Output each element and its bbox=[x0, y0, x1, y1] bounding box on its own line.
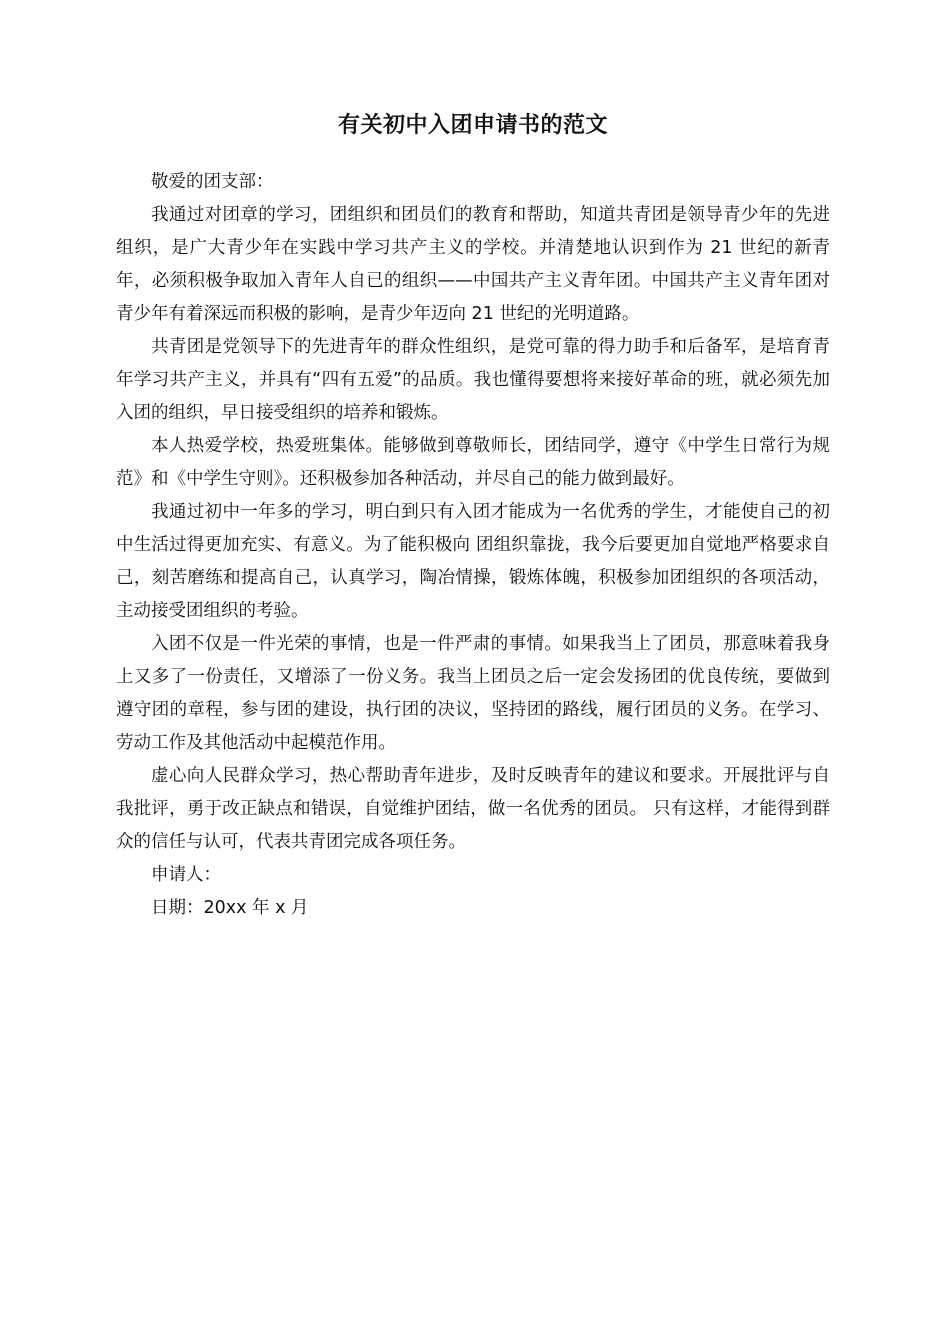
salutation: 敬爱的团支部： bbox=[151, 172, 274, 192]
paragraph-3: 本人热爱学校，热爱班集体。能够做到尊敬师长，团结同学，遵守《中学生日常行为规范》和《中学生守则》。还积极参加各种活动，并尽自己的能力做到最好。 bbox=[116, 436, 830, 489]
document-title: 有关初中入团申请书的范文 bbox=[337, 113, 608, 138]
paragraph-4: 我通过初中一年多的学习，明白到只有入团才能成为一名优秀的学生，才能使自己的初中生活过得更加充实、有意义。为了能积极向 团组织靠拢，我今后要更加自觉地严格要求自己，刻苦磨练和提高自己，认真学习，陶冶情操，锻炼体魄，积极参加团组织的各项活动，主动接受团组织的考验。 bbox=[116, 502, 830, 621]
paragraph-1: 我通过对团章的学习，团组织和团员们的教育和帮助，知道共青团是领导青少年的先进组织，是广大青少年在实践中学习共产主义的学校。并清楚地认识到作为 21 世纪的新青年，必须积极争取加入青年人自已的组织——中国共产主义青年团。中国共产主义青年团对青少年有着深远而积极的影响，是青少年迈向 21 世纪的光明道路。 bbox=[116, 205, 830, 324]
paragraph-6: 虚心向人民群众学习，热心帮助青年进步，及时反映青年的建议和要求。开展批评与自我批评，勇于改正缺点和错误，自觉维护团结，做一名优秀的团员。 只有这样，才能得到群众的信任与认可，代表共青团完成各项任务。 bbox=[116, 766, 830, 852]
paragraph-5: 入团不仅是一件光荣的事情，也是一件严肃的事情。如果我当上了团员，那意味着我身上又多了一份责任，又增添了一份义务。我当上团员之后一定会发扬团的优良传统，要做到遵守团的章程，参与团的建设，执行团的决议，坚持团的路线，履行团员的义务。在学习、劳动工作及其他活动中起模范作用。 bbox=[116, 634, 830, 753]
applicant-line: 申请人： bbox=[151, 865, 221, 885]
date-line: 日期：20xx 年 x 月 bbox=[151, 898, 309, 918]
paragraph-2: 共青团是党领导下的先进青年的群众性组织，是党可靠的得力助手和后备军，是培育青年学习共产主义，并具有“四有五爱”的品质。我也懂得要想将来接好革命的班，就必须先加入团的组织，早日接受组织的培养和锻炼。 bbox=[116, 337, 830, 423]
